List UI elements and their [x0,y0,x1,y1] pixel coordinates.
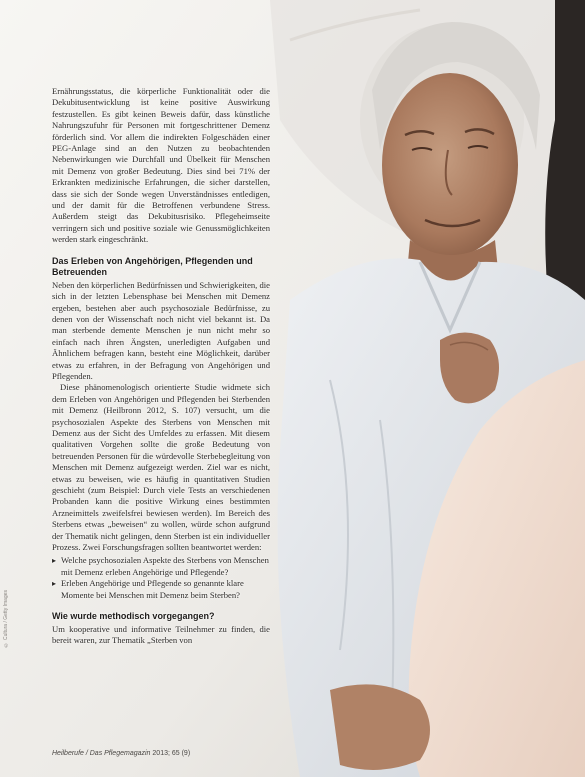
body-paragraph: Um kooperative und informative Teilnehmer zu finden, die bereit waren, zur Thematik „Sterben von [52,624,270,646]
photo-credit: © Cultura / Getty Images [3,590,9,648]
list-item: ▸ Welche psychosozialen Aspekte des Sterbens von Menschen mit Demenz erleben Angehörige und Pflegende? [52,555,270,578]
section-heading-experience: Das Erleben von Angehörigen, Pflegenden und Betreuenden [52,255,253,277]
body-paragraph: Neben den körperlichen Bedürfnissen und Schwierigkeiten, die sich in der letzten Lebensphase bei Menschen mit Demenz ergeben, bestehen aber auch psychosoziale Bedürfnisse, zu denen von der Wissenschaft noch nicht viel bekannt ist. Da man sterbende demente Menschen je nun nicht mehr so einfach nach ihren Ängsten, unerledigten Aufgaben und Ähnlichem befragen kann, besteht eine Möglichkeit, darüber etwas zu erfahren, in der Befragung von Angehörigen und Pflegenden. [52,279,270,381]
issue-number: 2013; 65 (9) [152,750,191,757]
article-text-column [52,86,270,647]
publication-name: Heilberufe / Das Pflegemagazin [52,750,151,757]
body-paragraph: Diese phänomenologisch orientierte Studie widmete sich dem Erleben von Angehörigen und Pflegenden bei Sterbenden mit Demenz (Heilbronn 2012, S. 107) versucht, um die psychosozialen Aspekte des Sterbens von Menschen mit Demenz aus der Sicht des Umfeldes zu erfassen. Mit diesem qualitativen Vorgehen sollte die große Bedeutung von betreuenden Personen für die würdevolle Sterbebegleitung von Menschen mit Demenz aufgezeigt werden. Ziel war es nicht, etwas zu beweisen, wie es häufig in quantitativen Studien geschieht (zum Beispiel: Durch viele Tests an verschiedenen Probanden kann die positive Wirkung eines bestimmten Arzneimittels zweifelsfrei bewiesen werden). Im Bereich des Sterbens etwas „beweisen“ zu wollen, würde schon aufgrund der Thematik nicht gelingen, denn Sterben ist ein individueller Prozess. Zwei Forschungsfragen sollten beantwortet werden: [52,382,270,553]
section-heading-method: Wie wurde methodisch vorgegangen? [52,611,215,622]
page-footer [52,750,190,757]
intro-paragraph: Ernährungsstatus, die körperliche Funktionalität oder die Dekubitusentwicklung ist keine positive Auswirkung festzustellen. Es gibt keinen Beweis dafür, dass künstliche Nahrungszufuhr für Personen mit fortgeschrittener Demenz förderlich sind. Vor allem die indirekten Folgeschäden einer PEG-Anlage sind an den Nutzen zu beobachtenden Nebenwirkungen wie Durchfall und Übelkeit für Menschen mit Demenz von großer Bedeutung. Dies sind bei 71% der Erkrankten medizinische Erfahrungen, die sicher darstellen, dass sie sich der Sonde wegen Unverständnisses entledigen, und der damit für die Betroffenen verbundene Stress. Außerdem steigt das Dekubitusrisiko. Pflegeheimseite verringern sich und positive soziale wie Genussmöglichkeiten werden stark eingeschränkt. [52,86,270,245]
list-item: ▸ Erleben Angehörige und Pflegende so genannte klare Momente bei Menschen mit Demenz beim Sterben? [52,578,270,601]
research-questions-list [52,555,270,601]
